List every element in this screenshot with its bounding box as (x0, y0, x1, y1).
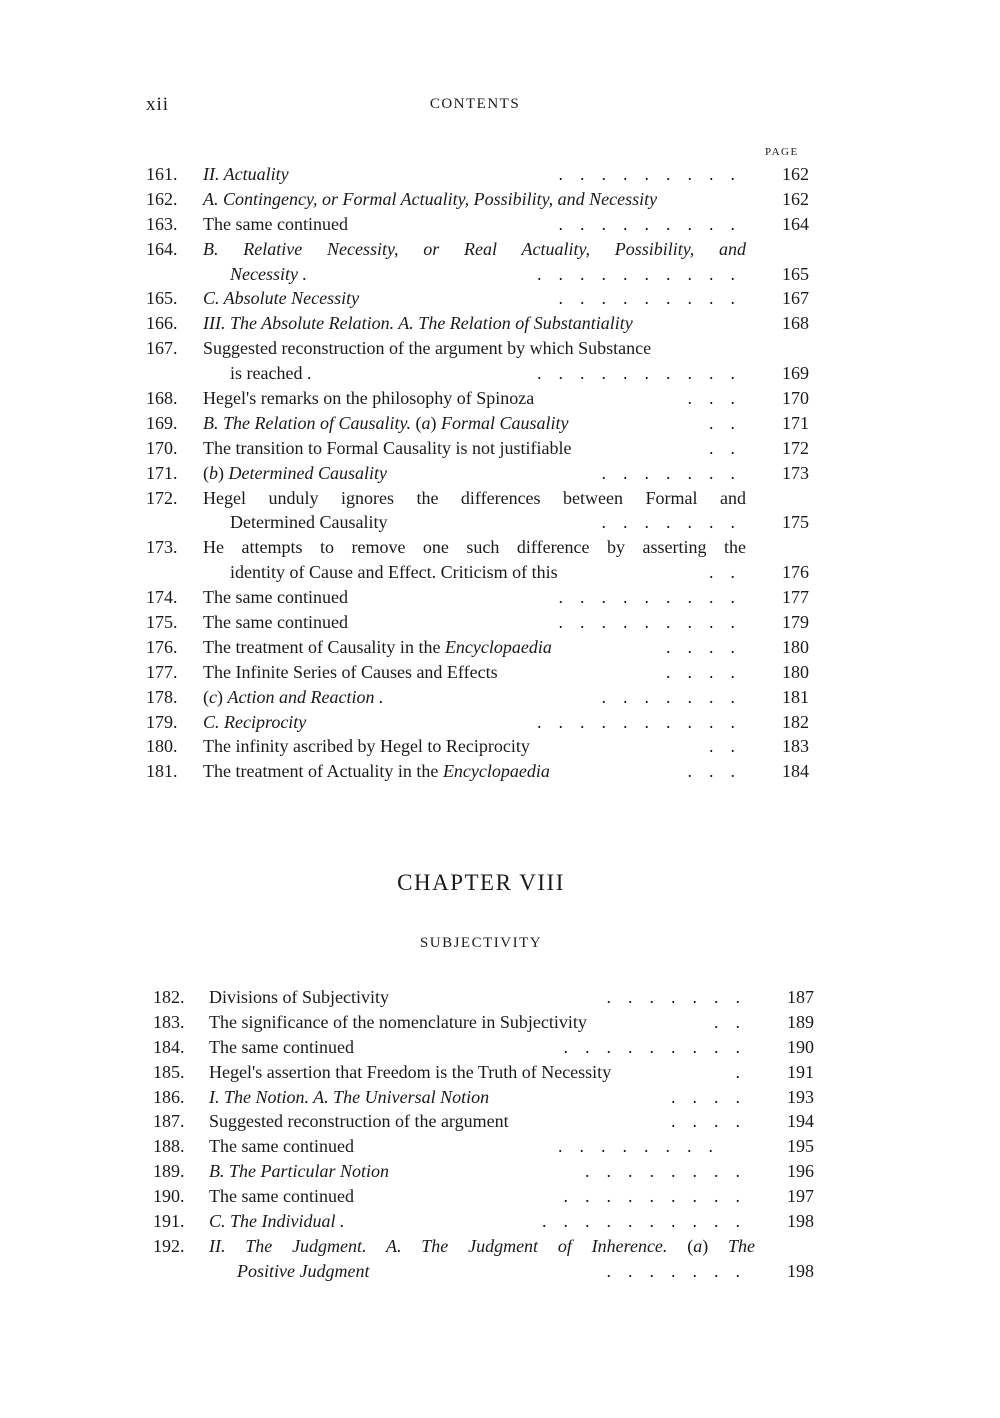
entry-title: Hegel unduly ignores the differences between Formal and (203, 487, 746, 508)
entry-number: 178. (146, 686, 178, 707)
entry-number: 191. (153, 1211, 185, 1232)
toc-entry-163[interactable] (0, 212, 1000, 237)
toc-entry-188[interactable] (0, 1134, 1000, 1159)
leader-dots: ......... (558, 612, 752, 633)
toc-entry-164[interactable] (0, 237, 1000, 287)
entry-page: 173 (782, 462, 809, 483)
entry-number: 161. (146, 164, 178, 184)
page-column-label: PAGE (765, 146, 799, 158)
entry-title: C. The Individual . (209, 1211, 345, 1232)
entry-page: 172 (782, 437, 809, 458)
entry-page: 170 (782, 388, 809, 409)
toc-entry-184[interactable] (0, 1035, 1000, 1060)
toc-entry-176[interactable] (0, 635, 1000, 660)
toc-entry-171[interactable] (0, 461, 1000, 486)
entry-number: 164. (146, 238, 178, 259)
entry-title: C. Reciprocity (203, 711, 307, 732)
entry-number: 171. (146, 462, 178, 483)
entry-title: II. Actuality (203, 164, 289, 184)
toc-entry-169[interactable] (0, 411, 1000, 436)
leader-dots: .......... (537, 363, 752, 384)
entry-number: 182. (153, 987, 185, 1007)
toc-entry-174[interactable] (0, 585, 1000, 610)
entry-page: 181 (782, 686, 809, 707)
leader-dots: .... (671, 1086, 757, 1107)
leader-dots: .. (709, 736, 752, 757)
leader-dots: .. (709, 412, 752, 433)
leader-dots: . (735, 1061, 757, 1082)
entry-page: 165 (782, 263, 809, 284)
entry-title: The treatment of Causality in the Encyclopaedia (203, 636, 552, 657)
leader-dots: ....... (606, 987, 757, 1007)
entry-number: 163. (146, 213, 178, 234)
toc-entry-190[interactable] (0, 1184, 1000, 1209)
entry-number: 189. (153, 1161, 185, 1182)
leader-dots: .... (666, 636, 752, 657)
toc-entry-165[interactable] (0, 286, 1000, 311)
entry-number: 186. (153, 1086, 185, 1107)
entry-title-continued: identity of Cause and Effect. Criticism of this (230, 562, 558, 583)
toc-entry-187[interactable] (0, 1109, 1000, 1134)
toc-entry-166[interactable] (0, 311, 1000, 336)
chapter-title: CHAPTER VIII (397, 870, 565, 895)
entry-page: 171 (782, 412, 809, 433)
entry-title: B. The Particular Notion (209, 1161, 389, 1182)
entry-number: 166. (146, 313, 178, 334)
toc-entry-181[interactable] (0, 759, 1000, 784)
entry-number: 176. (146, 636, 178, 657)
leader-dots: ......... (563, 1036, 757, 1057)
leader-dots: ......... (558, 164, 752, 184)
entry-title: Suggested reconstruction of the argument by which Substance (203, 338, 652, 359)
entry-title: B. The Relation of Causality. (a) Formal Causality (203, 412, 569, 433)
entry-number: 175. (146, 612, 178, 633)
entry-title: C. Absolute Necessity (203, 288, 360, 309)
toc-entry-161[interactable] (0, 162, 1000, 187)
toc-entry-168[interactable] (0, 386, 1000, 411)
toc-entry-162[interactable] (0, 187, 1000, 212)
entry-number: 179. (146, 711, 178, 732)
entry-page: 195 (787, 1136, 814, 1157)
entry-page: 168 (782, 313, 809, 334)
entry-number: 165. (146, 288, 178, 309)
entry-number: 181. (146, 761, 178, 782)
entry-number: 177. (146, 661, 178, 682)
entry-page: 180 (782, 636, 809, 657)
leader-dots: .......... (537, 263, 752, 284)
toc-entry-180[interactable] (0, 734, 1000, 759)
leader-dots: ......... (558, 213, 752, 234)
entry-page: 177 (782, 587, 809, 608)
toc-entry-173[interactable] (0, 535, 1000, 585)
entry-page: 179 (782, 612, 809, 633)
entry-title: I. The Notion. A. The Universal Notion (209, 1086, 490, 1107)
chapter-subtitle: SUBJECTIVITY (419, 935, 543, 951)
entry-page: 198 (787, 1260, 814, 1281)
entry-title-continued: Necessity . (230, 263, 307, 284)
entry-page: 184 (782, 761, 809, 782)
leader-dots: .... (671, 1111, 757, 1132)
leader-dots: ....... (601, 512, 752, 533)
entry-page: 197 (787, 1186, 814, 1207)
entry-page: 167 (782, 288, 809, 309)
entry-title-continued: Positive Judgment (237, 1260, 370, 1281)
entry-number: 169. (146, 412, 178, 433)
toc-entry-175[interactable] (0, 610, 1000, 635)
entry-title: The same continued (209, 1036, 354, 1057)
toc-entry-183[interactable] (0, 1010, 1000, 1035)
entry-number: 188. (153, 1136, 185, 1157)
entry-title: The same continued (209, 1186, 354, 1207)
leader-dots: .. (709, 437, 752, 458)
entry-number: 180. (146, 736, 178, 757)
toc-entry-189[interactable] (0, 1159, 1000, 1184)
entry-page: 164 (782, 213, 809, 234)
entry-title: B. Relative Necessity, or Real Actuality, Possibility, and (203, 238, 746, 259)
entry-title-continued: Determined Causality (230, 512, 388, 533)
entry-number: 172. (146, 487, 178, 508)
entry-page: 162 (782, 188, 809, 209)
entry-title: He attempts to remove one such difference by asserting the (203, 537, 746, 558)
entry-title: The infinity ascribed by Hegel to Reciprocity (203, 736, 530, 757)
entry-page: 194 (787, 1111, 814, 1132)
entry-number: 173. (146, 537, 178, 558)
entry-page: 190 (787, 1036, 814, 1057)
entry-title: The Infinite Series of Causes and Effects (203, 661, 498, 682)
leader-dots: ......... (563, 1186, 757, 1207)
entry-title-continued: is reached . (230, 363, 312, 384)
leader-dots: .. (709, 562, 752, 583)
entry-title: III. The Absolute Relation. A. The Relation of Substantiality (203, 313, 633, 334)
toc-entry-167[interactable] (0, 336, 1000, 386)
entry-title: (c) Action and Reaction . (203, 686, 384, 707)
entry-number: 187. (153, 1111, 185, 1132)
entry-page: 193 (787, 1086, 814, 1107)
entry-number: 185. (153, 1061, 185, 1082)
entry-number: 184. (153, 1036, 185, 1057)
toc-entry-172[interactable] (0, 486, 1000, 536)
leader-dots: ......... (558, 288, 752, 309)
entry-title: A. Contingency, or Formal Actuality, Possibility, and Necessity (203, 188, 658, 209)
toc-entry-192[interactable] (0, 1234, 1000, 1284)
entry-number: 170. (146, 437, 178, 458)
toc-entry-170[interactable] (0, 436, 1000, 461)
leader-dots: .......... (537, 711, 752, 732)
leader-dots: ......... (558, 587, 752, 608)
entry-page: 169 (782, 363, 809, 384)
entry-number: 174. (146, 587, 178, 608)
leader-dots: ....... (606, 1260, 757, 1281)
toc-entry-179[interactable] (0, 710, 1000, 735)
leader-dots: ........ (558, 1136, 730, 1157)
entry-title: Hegel's remarks on the philosophy of Spinoza (203, 388, 535, 409)
toc-entry-186[interactable] (0, 1085, 1000, 1110)
leader-dots: ... (687, 761, 752, 782)
leader-dots: .... (666, 661, 752, 682)
toc-entry-191[interactable] (0, 1209, 1000, 1234)
entry-title: Hegel's assertion that Freedom is the Truth of Necessity (209, 1061, 612, 1082)
entry-page: 175 (782, 512, 809, 533)
entry-page: 183 (782, 736, 809, 757)
entry-number: 168. (146, 388, 178, 409)
entry-page: 198 (787, 1211, 814, 1232)
entry-number: 192. (153, 1235, 185, 1256)
leader-dots: ... (687, 388, 752, 409)
entry-title: II. The Judgment. A. The Judgment of Inherence. (a) The (209, 1235, 756, 1256)
toc-entry-185[interactable] (0, 1060, 1000, 1085)
entry-number: 167. (146, 338, 178, 359)
entry-title: The treatment of Actuality in the Encyclopaedia (203, 761, 550, 782)
toc-entry-182[interactable] (0, 985, 1000, 1010)
page-number: xii (146, 94, 170, 115)
entry-title: The same continued (203, 587, 348, 608)
entry-title: The significance of the nomenclature in Subjectivity (209, 1011, 587, 1032)
table-of-contents-part-1 (0, 162, 1000, 784)
entry-page: 191 (787, 1061, 814, 1082)
entry-number: 162. (146, 188, 178, 209)
leader-dots: ....... (601, 686, 752, 707)
entry-title: Divisions of Subjectivity (209, 987, 389, 1007)
toc-entry-178[interactable] (0, 685, 1000, 710)
entry-title: The transition to Formal Causality is not justifiable (203, 437, 572, 458)
entry-page: 182 (782, 711, 809, 732)
entry-number: 183. (153, 1011, 185, 1032)
entry-title: (b) Determined Causality (203, 462, 387, 483)
entry-title: Suggested reconstruction of the argument (209, 1111, 509, 1132)
entry-title: The same continued (203, 213, 348, 234)
entry-number: 190. (153, 1186, 185, 1207)
leader-dots: ....... (601, 462, 752, 483)
entry-page: 189 (787, 1011, 814, 1032)
entry-page: 180 (782, 661, 809, 682)
leader-dots: .......... (542, 1211, 757, 1232)
table-of-contents-part-2 (0, 985, 1000, 1284)
leader-dots: .. (714, 1011, 757, 1032)
running-head: CONTENTS (429, 96, 521, 112)
entry-page: 187 (787, 987, 814, 1007)
entry-page: 162 (782, 164, 809, 184)
entry-page: 176 (782, 562, 809, 583)
entry-title: The same continued (203, 612, 348, 633)
entry-page: 196 (787, 1161, 814, 1182)
entry-title: The same continued (209, 1136, 354, 1157)
toc-entry-177[interactable] (0, 660, 1000, 685)
leader-dots: ........ (585, 1161, 757, 1182)
